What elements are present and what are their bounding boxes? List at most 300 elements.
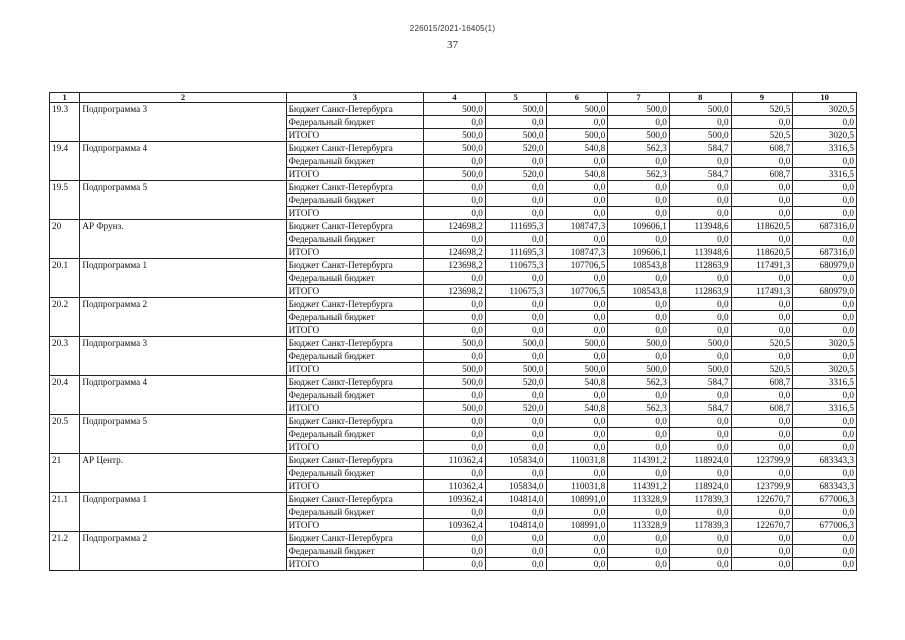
value-cell-col-7: 108543,8 (608, 285, 670, 298)
value-cell-col-10: 677006,3 (793, 493, 857, 506)
value-cell-col-8: 113948,6 (669, 220, 731, 233)
value-cell-col-10: 0,0 (793, 558, 857, 571)
value-cell-col-8: 113948,6 (669, 246, 731, 259)
value-cell-col-6: 500,0 (546, 337, 608, 350)
value-cell-col-5: 520,0 (485, 402, 546, 415)
value-cell-col-10: 3020,5 (793, 103, 857, 116)
value-cell-col-10: 3020,5 (793, 337, 857, 350)
value-cell-col-8: 0,0 (669, 558, 731, 571)
value-cell-col-5: 0,0 (485, 233, 546, 246)
value-cell-col-5: 500,0 (485, 103, 546, 116)
column-number-row (50, 93, 857, 103)
value-cell-col-8: 0,0 (669, 415, 731, 428)
value-cell-col-10: 3316,5 (793, 168, 857, 181)
funding-source: Бюджет Санкт-Петербурга (286, 454, 424, 467)
value-cell-col-9: 0,0 (731, 272, 793, 285)
value-cell-col-7: 114391,2 (608, 480, 670, 493)
value-cell-col-6: 540,8 (546, 402, 608, 415)
funding-source: Бюджет Санкт-Петербурга (286, 181, 424, 194)
value-cell-col-4: 500,0 (424, 376, 486, 389)
value-cell-col-8: 0,0 (669, 272, 731, 285)
value-cell-col-9: 520,5 (731, 337, 793, 350)
value-cell-col-6: 540,8 (546, 376, 608, 389)
value-cell-col-10: 0,0 (793, 155, 857, 168)
value-cell-col-10: 0,0 (793, 298, 857, 311)
value-cell-col-10: 687316,0 (793, 246, 857, 259)
value-cell-col-8: 584,7 (669, 168, 731, 181)
value-cell-col-7: 500,0 (608, 103, 670, 116)
value-cell-col-5: 0,0 (485, 441, 546, 454)
funding-source: ИТОГО (286, 363, 424, 376)
value-cell-col-8: 117839,3 (669, 519, 731, 532)
value-cell-col-6: 108991,0 (546, 519, 608, 532)
value-cell-col-8: 0,0 (669, 116, 731, 129)
value-cell-col-10: 0,0 (793, 428, 857, 441)
value-cell-col-9: 122670,7 (731, 493, 793, 506)
value-cell-col-4: 500,0 (424, 402, 486, 415)
funding-source: Федеральный бюджет (286, 389, 424, 402)
funding-source: ИТОГО (286, 441, 424, 454)
value-cell-col-7: 0,0 (608, 155, 670, 168)
value-cell-col-5: 0,0 (485, 272, 546, 285)
column-header-5: 5 (485, 93, 546, 103)
value-cell-col-10: 3316,5 (793, 402, 857, 415)
value-cell-col-7: 0,0 (608, 350, 670, 363)
value-cell-col-5: 111695,3 (485, 220, 546, 233)
value-cell-col-8: 0,0 (669, 545, 731, 558)
value-cell-col-9: 0,0 (731, 428, 793, 441)
value-cell-col-6: 0,0 (546, 532, 608, 545)
value-cell-col-9: 0,0 (731, 441, 793, 454)
value-cell-col-10: 3316,5 (793, 142, 857, 155)
value-cell-col-6: 0,0 (546, 441, 608, 454)
value-cell-col-7: 0,0 (608, 532, 670, 545)
value-cell-col-4: 0,0 (424, 155, 486, 168)
value-cell-col-6: 0,0 (546, 467, 608, 480)
table-row (50, 454, 857, 467)
value-cell-col-5: 0,0 (485, 324, 546, 337)
value-cell-col-5: 110675,3 (485, 259, 546, 272)
value-cell-col-6: 0,0 (546, 116, 608, 129)
value-cell-col-9: 0,0 (731, 558, 793, 571)
table-row (50, 532, 857, 545)
value-cell-col-8: 500,0 (669, 103, 731, 116)
value-cell-col-8: 0,0 (669, 389, 731, 402)
program-name: Подпрограмма 1 (80, 493, 286, 532)
program-name: Подпрограмма 5 (80, 415, 286, 454)
column-header-3: 3 (286, 93, 424, 103)
value-cell-col-5: 0,0 (485, 298, 546, 311)
column-header-8: 8 (669, 93, 731, 103)
value-cell-col-4: 500,0 (424, 129, 486, 142)
value-cell-col-8: 112863,9 (669, 285, 731, 298)
value-cell-col-5: 111695,3 (485, 246, 546, 259)
value-cell-col-8: 0,0 (669, 428, 731, 441)
funding-source: Бюджет Санкт-Петербурга (286, 142, 424, 155)
column-header-1: 1 (50, 93, 80, 103)
value-cell-col-10: 0,0 (793, 311, 857, 324)
value-cell-col-8: 584,7 (669, 376, 731, 389)
value-cell-col-7: 500,0 (608, 337, 670, 350)
value-cell-col-9: 0,0 (731, 389, 793, 402)
value-cell-col-4: 500,0 (424, 337, 486, 350)
column-header-7: 7 (608, 93, 670, 103)
value-cell-col-5: 500,0 (485, 337, 546, 350)
value-cell-col-10: 0,0 (793, 207, 857, 220)
value-cell-col-7: 562,3 (608, 168, 670, 181)
row-index: 19.5 (50, 181, 80, 220)
value-cell-col-9: 0,0 (731, 298, 793, 311)
value-cell-col-9: 0,0 (731, 506, 793, 519)
value-cell-col-4: 0,0 (424, 324, 486, 337)
value-cell-col-5: 0,0 (485, 415, 546, 428)
funding-source: Федеральный бюджет (286, 272, 424, 285)
funding-source: ИТОГО (286, 207, 424, 220)
value-cell-col-10: 3020,5 (793, 363, 857, 376)
value-cell-col-8: 584,7 (669, 402, 731, 415)
row-index: 20.5 (50, 415, 80, 454)
value-cell-col-6: 0,0 (546, 415, 608, 428)
table-row (50, 337, 857, 350)
value-cell-col-9: 0,0 (731, 116, 793, 129)
value-cell-col-5: 0,0 (485, 558, 546, 571)
funding-source: Федеральный бюджет (286, 350, 424, 363)
funding-source: Федеральный бюджет (286, 428, 424, 441)
value-cell-col-6: 0,0 (546, 389, 608, 402)
value-cell-col-5: 0,0 (485, 545, 546, 558)
funding-source: ИТОГО (286, 402, 424, 415)
value-cell-col-5: 0,0 (485, 389, 546, 402)
document-id: 226015/2021-16405(1) (409, 24, 496, 33)
column-header-9: 9 (731, 93, 793, 103)
value-cell-col-4: 500,0 (424, 103, 486, 116)
value-cell-col-8: 0,0 (669, 532, 731, 545)
row-index: 19.4 (50, 142, 80, 181)
row-index: 20.3 (50, 337, 80, 376)
value-cell-col-7: 0,0 (608, 207, 670, 220)
value-cell-col-6: 540,8 (546, 142, 608, 155)
value-cell-col-4: 110362,4 (424, 454, 486, 467)
value-cell-col-4: 109362,4 (424, 493, 486, 506)
value-cell-col-8: 0,0 (669, 155, 731, 168)
budget-table (49, 92, 857, 571)
value-cell-col-7: 0,0 (608, 506, 670, 519)
value-cell-col-8: 584,7 (669, 142, 731, 155)
value-cell-col-4: 0,0 (424, 558, 486, 571)
value-cell-col-5: 500,0 (485, 129, 546, 142)
program-name: Подпрограмма 3 (80, 337, 286, 376)
value-cell-col-8: 500,0 (669, 129, 731, 142)
value-cell-col-10: 0,0 (793, 233, 857, 246)
value-cell-col-7: 0,0 (608, 194, 670, 207)
value-cell-col-5: 520,0 (485, 376, 546, 389)
value-cell-col-5: 0,0 (485, 194, 546, 207)
funding-source: Бюджет Санкт-Петербурга (286, 103, 424, 116)
page-number: 37 (447, 39, 458, 51)
value-cell-col-7: 500,0 (608, 363, 670, 376)
value-cell-col-9: 0,0 (731, 467, 793, 480)
value-cell-col-7: 562,3 (608, 376, 670, 389)
value-cell-col-7: 108543,8 (608, 259, 670, 272)
value-cell-col-6: 500,0 (546, 129, 608, 142)
value-cell-col-5: 0,0 (485, 532, 546, 545)
value-cell-col-5: 105834,0 (485, 454, 546, 467)
value-cell-col-9: 118620,5 (731, 246, 793, 259)
table-body (50, 103, 857, 571)
funding-source: ИТОГО (286, 246, 424, 259)
value-cell-col-5: 520,0 (485, 168, 546, 181)
row-index: 21.1 (50, 493, 80, 532)
value-cell-col-7: 0,0 (608, 545, 670, 558)
value-cell-col-7: 0,0 (608, 415, 670, 428)
value-cell-col-8: 112863,9 (669, 259, 731, 272)
value-cell-col-5: 104814,0 (485, 519, 546, 532)
value-cell-col-6: 0,0 (546, 298, 608, 311)
value-cell-col-10: 0,0 (793, 194, 857, 207)
column-header-10: 10 (793, 93, 857, 103)
value-cell-col-4: 0,0 (424, 116, 486, 129)
value-cell-col-4: 0,0 (424, 532, 486, 545)
value-cell-col-6: 108991,0 (546, 493, 608, 506)
column-header-4: 4 (424, 93, 486, 103)
value-cell-col-8: 0,0 (669, 506, 731, 519)
value-cell-col-6: 0,0 (546, 428, 608, 441)
value-cell-col-4: 0,0 (424, 298, 486, 311)
value-cell-col-10: 683343,3 (793, 480, 857, 493)
value-cell-col-7: 0,0 (608, 298, 670, 311)
value-cell-col-4: 0,0 (424, 311, 486, 324)
program-name: АР Центр. (80, 454, 286, 493)
value-cell-col-8: 0,0 (669, 441, 731, 454)
value-cell-col-10: 3020,5 (793, 129, 857, 142)
value-cell-col-4: 0,0 (424, 207, 486, 220)
value-cell-col-6: 0,0 (546, 233, 608, 246)
value-cell-col-7: 500,0 (608, 129, 670, 142)
value-cell-col-7: 109606,1 (608, 246, 670, 259)
value-cell-col-8: 0,0 (669, 233, 731, 246)
value-cell-col-7: 0,0 (608, 311, 670, 324)
value-cell-col-4: 0,0 (424, 545, 486, 558)
value-cell-col-9: 0,0 (731, 155, 793, 168)
column-header-6: 6 (546, 93, 608, 103)
funding-source: Бюджет Санкт-Петербурга (286, 337, 424, 350)
value-cell-col-4: 0,0 (424, 415, 486, 428)
value-cell-col-6: 0,0 (546, 207, 608, 220)
column-header-2: 2 (80, 93, 286, 103)
value-cell-col-4: 0,0 (424, 194, 486, 207)
value-cell-col-7: 0,0 (608, 233, 670, 246)
value-cell-col-10: 0,0 (793, 532, 857, 545)
program-name: АР Фрунз. (80, 220, 286, 259)
value-cell-col-5: 0,0 (485, 116, 546, 129)
value-cell-col-6: 0,0 (546, 324, 608, 337)
value-cell-col-8: 117839,3 (669, 493, 731, 506)
value-cell-col-10: 0,0 (793, 467, 857, 480)
funding-source: Бюджет Санкт-Петербурга (286, 532, 424, 545)
value-cell-col-7: 0,0 (608, 324, 670, 337)
value-cell-col-4: 0,0 (424, 389, 486, 402)
value-cell-col-10: 680979,0 (793, 285, 857, 298)
value-cell-col-9: 520,5 (731, 103, 793, 116)
table-row (50, 103, 857, 116)
value-cell-col-4: 0,0 (424, 506, 486, 519)
value-cell-col-7: 0,0 (608, 181, 670, 194)
value-cell-col-6: 108747,3 (546, 246, 608, 259)
value-cell-col-9: 608,7 (731, 168, 793, 181)
value-cell-col-5: 0,0 (485, 207, 546, 220)
value-cell-col-6: 110031,8 (546, 480, 608, 493)
program-name: Подпрограмма 3 (80, 103, 286, 142)
value-cell-col-8: 500,0 (669, 363, 731, 376)
value-cell-col-6: 500,0 (546, 103, 608, 116)
row-index: 20 (50, 220, 80, 259)
value-cell-col-10: 3316,5 (793, 376, 857, 389)
value-cell-col-8: 0,0 (669, 207, 731, 220)
value-cell-col-6: 107706,5 (546, 259, 608, 272)
value-cell-col-9: 520,5 (731, 129, 793, 142)
value-cell-col-7: 0,0 (608, 116, 670, 129)
value-cell-col-9: 0,0 (731, 545, 793, 558)
table-row (50, 142, 857, 155)
value-cell-col-6: 0,0 (546, 155, 608, 168)
value-cell-col-4: 500,0 (424, 363, 486, 376)
value-cell-col-5: 0,0 (485, 428, 546, 441)
value-cell-col-4: 0,0 (424, 350, 486, 363)
value-cell-col-4: 124698,2 (424, 246, 486, 259)
funding-source: Федеральный бюджет (286, 233, 424, 246)
funding-source: Федеральный бюджет (286, 116, 424, 129)
funding-source: ИТОГО (286, 519, 424, 532)
value-cell-col-9: 520,5 (731, 363, 793, 376)
value-cell-col-7: 114391,2 (608, 454, 670, 467)
funding-source: Бюджет Санкт-Петербурга (286, 376, 424, 389)
row-index: 21 (50, 454, 80, 493)
value-cell-col-6: 108747,3 (546, 220, 608, 233)
value-cell-col-8: 500,0 (669, 337, 731, 350)
value-cell-col-10: 687316,0 (793, 220, 857, 233)
funding-source: Бюджет Санкт-Петербурга (286, 298, 424, 311)
value-cell-col-4: 0,0 (424, 428, 486, 441)
value-cell-col-6: 0,0 (546, 545, 608, 558)
value-cell-col-4: 0,0 (424, 441, 486, 454)
value-cell-col-8: 118924,0 (669, 454, 731, 467)
value-cell-col-7: 0,0 (608, 467, 670, 480)
value-cell-col-7: 113328,9 (608, 519, 670, 532)
value-cell-col-8: 0,0 (669, 194, 731, 207)
value-cell-col-8: 0,0 (669, 298, 731, 311)
value-cell-col-7: 0,0 (608, 428, 670, 441)
value-cell-col-8: 0,0 (669, 467, 731, 480)
value-cell-col-7: 0,0 (608, 272, 670, 285)
value-cell-col-4: 123698,2 (424, 259, 486, 272)
value-cell-col-9: 608,7 (731, 142, 793, 155)
value-cell-col-5: 500,0 (485, 363, 546, 376)
value-cell-col-4: 124698,2 (424, 220, 486, 233)
value-cell-col-10: 677006,3 (793, 519, 857, 532)
value-cell-col-5: 0,0 (485, 350, 546, 363)
value-cell-col-5: 520,0 (485, 142, 546, 155)
value-cell-col-9: 0,0 (731, 181, 793, 194)
row-index: 20.4 (50, 376, 80, 415)
value-cell-col-9: 0,0 (731, 415, 793, 428)
row-index: 19.3 (50, 103, 80, 142)
value-cell-col-9: 0,0 (731, 233, 793, 246)
value-cell-col-9: 608,7 (731, 402, 793, 415)
value-cell-col-4: 109362,4 (424, 519, 486, 532)
row-index: 20.2 (50, 298, 80, 337)
value-cell-col-9: 117491,3 (731, 285, 793, 298)
value-cell-col-6: 0,0 (546, 558, 608, 571)
value-cell-col-9: 0,0 (731, 207, 793, 220)
funding-source: Бюджет Санкт-Петербурга (286, 259, 424, 272)
value-cell-col-4: 0,0 (424, 233, 486, 246)
value-cell-col-10: 0,0 (793, 324, 857, 337)
value-cell-col-10: 0,0 (793, 389, 857, 402)
value-cell-col-5: 0,0 (485, 155, 546, 168)
funding-source: Бюджет Санкт-Петербурга (286, 220, 424, 233)
table-row (50, 298, 857, 311)
value-cell-col-9: 0,0 (731, 350, 793, 363)
value-cell-col-4: 110362,4 (424, 480, 486, 493)
value-cell-col-4: 0,0 (424, 272, 486, 285)
value-cell-col-8: 0,0 (669, 324, 731, 337)
value-cell-col-9: 122670,7 (731, 519, 793, 532)
value-cell-col-6: 0,0 (546, 194, 608, 207)
value-cell-col-9: 117491,3 (731, 259, 793, 272)
value-cell-col-5: 0,0 (485, 181, 546, 194)
value-cell-col-6: 107706,5 (546, 285, 608, 298)
value-cell-col-6: 0,0 (546, 311, 608, 324)
funding-source: ИТОГО (286, 558, 424, 571)
value-cell-col-6: 110031,8 (546, 454, 608, 467)
value-cell-col-6: 500,0 (546, 363, 608, 376)
funding-source: ИТОГО (286, 480, 424, 493)
funding-source: Федеральный бюджет (286, 545, 424, 558)
value-cell-col-4: 500,0 (424, 168, 486, 181)
program-name: Подпрограмма 2 (80, 532, 286, 571)
value-cell-col-9: 608,7 (731, 376, 793, 389)
value-cell-col-5: 0,0 (485, 311, 546, 324)
value-cell-col-9: 0,0 (731, 194, 793, 207)
value-cell-col-5: 0,0 (485, 506, 546, 519)
value-cell-col-7: 0,0 (608, 389, 670, 402)
program-name: Подпрограмма 4 (80, 142, 286, 181)
value-cell-col-8: 0,0 (669, 311, 731, 324)
value-cell-col-5: 105834,0 (485, 480, 546, 493)
value-cell-col-10: 0,0 (793, 181, 857, 194)
value-cell-col-8: 0,0 (669, 181, 731, 194)
value-cell-col-4: 500,0 (424, 142, 486, 155)
program-name: Подпрограмма 2 (80, 298, 286, 337)
funding-source: Федеральный бюджет (286, 155, 424, 168)
value-cell-col-9: 0,0 (731, 311, 793, 324)
program-name: Подпрограмма 4 (80, 376, 286, 415)
value-cell-col-9: 118620,5 (731, 220, 793, 233)
value-cell-col-4: 0,0 (424, 467, 486, 480)
value-cell-col-4: 0,0 (424, 181, 486, 194)
value-cell-col-10: 683343,3 (793, 454, 857, 467)
funding-source: Федеральный бюджет (286, 311, 424, 324)
value-cell-col-6: 0,0 (546, 350, 608, 363)
value-cell-col-7: 109606,1 (608, 220, 670, 233)
value-cell-col-9: 0,0 (731, 532, 793, 545)
value-cell-col-7: 0,0 (608, 558, 670, 571)
value-cell-col-9: 123799,9 (731, 454, 793, 467)
value-cell-col-4: 123698,2 (424, 285, 486, 298)
funding-source: ИТОГО (286, 285, 424, 298)
value-cell-col-9: 123799,9 (731, 480, 793, 493)
table-row (50, 415, 857, 428)
